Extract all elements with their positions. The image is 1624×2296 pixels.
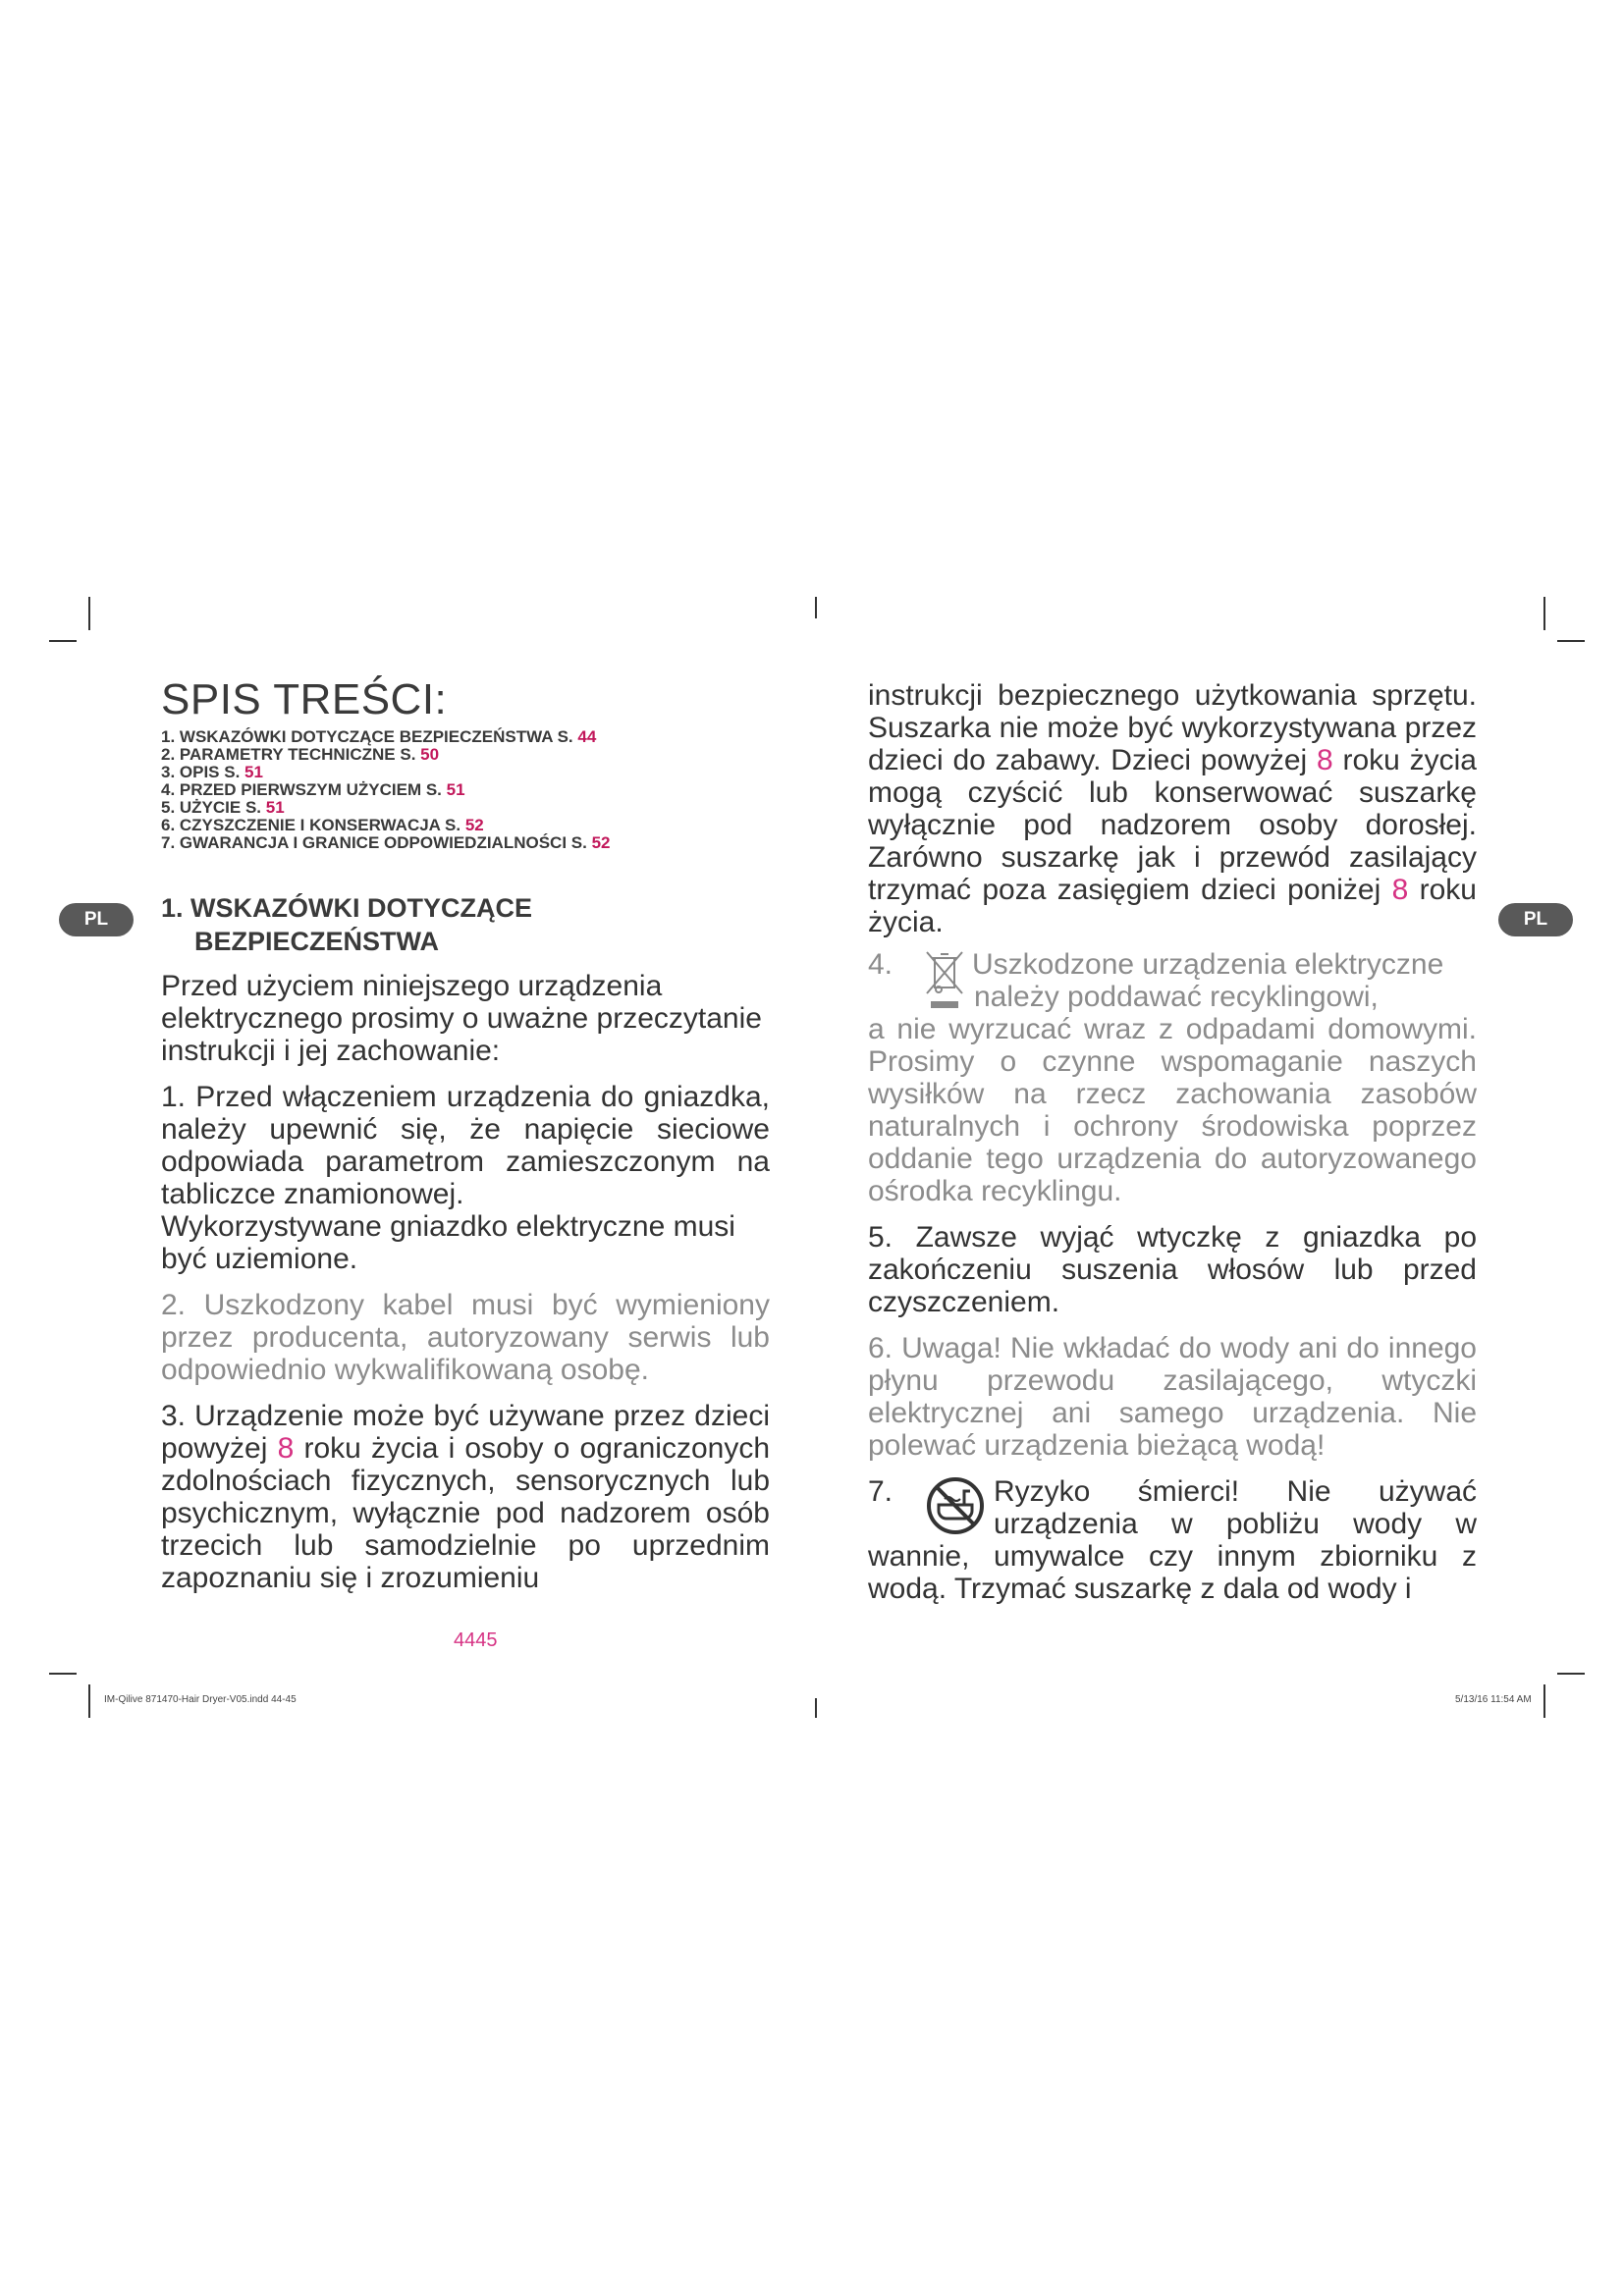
safety-item-5: 5. Zawsze wyjąć wtyczkę z gniazdka po zakończeniu suszenia włosów lub przed czyszczeniem. — [868, 1221, 1477, 1318]
intro-paragraph: Przed użyciem niniejszego urządzenia elektrycznego prosimy o uważne przeczytanie instrukcji i jej zachowanie: — [161, 970, 762, 1067]
crop-mark — [1557, 640, 1585, 642]
page-number: 4445 — [454, 1629, 498, 1651]
language-tab-right: PL — [1498, 903, 1573, 936]
toc-title: SPIS TREŚCI: — [161, 675, 448, 723]
safety-item-7: 7. Ryzyko śmierci! Nie używać urządzenia w pobliżu wody w wannie, umywalce czy innym zbiorniku z wodą. Trzymać suszarkę z dala od wody i — [868, 1475, 1477, 1605]
safety-item-2: 2. Uszkodzony kabel musi być wymieniony przez producenta, autoryzowany serwis lub odpowiednio wykwalifikowaną osobę. — [161, 1289, 770, 1386]
toc-item: 6. CZYSZCZENIE I KONSERWACJA S. 52 — [161, 816, 484, 834]
crop-mark — [49, 640, 77, 642]
safety-item-6: 6. Uwaga! Nie wkładać do wody ani do innego płynu przewodu zasilającego, wtyczki elektrycznej ani samego urządzenia. Nie polewać urządzenia bieżącą wodą! — [868, 1332, 1477, 1462]
crop-mark — [88, 597, 90, 630]
crop-mark — [1543, 597, 1545, 630]
safety-item-3-continued: instrukcji bezpiecznego użytkowania sprzętu. Suszarka nie może być wykorzystywana przez dzieci do zabawy. Dzieci powyżej 8 roku życia mogą czyścić lub konserwować suszarkę wyłącznie pod nadzorem osoby dorosłej. Zarówno suszarkę jak i przewód zasilający trzymać poza zasięgiem dzieci poniżej 8 roku życia. — [868, 679, 1477, 938]
crop-mark — [815, 1698, 817, 1718]
safety-item-1: 1. Przed włączeniem urządzenia do gniazdka, należy upewnić się, że napięcie sieciowe odpowiada parametrom zamieszczonym na tabliczce znamionowej. — [161, 1081, 770, 1210]
crop-mark — [88, 1684, 90, 1718]
toc-item: 2. PARAMETRY TECHNICZNE S. 50 — [161, 745, 440, 764]
no-water-bath-icon — [925, 1475, 986, 1536]
toc-item: 7. GWARANCJA I GRANICE ODPOWIEDZIALNOŚCI S. 52 — [161, 833, 611, 852]
crop-mark — [1543, 1684, 1545, 1718]
safety-item-4: 4. Uszkodzone urządzenia elektryczne należy poddawać recyklingowi, a nie wyrzucać wraz z odpadami domowymi. Prosimy o czynne wspomaganie naszych wysiłków na rzecz zachowania zasobów naturalnych i ochrony środowiska poprzez oddanie tego urządzenia do autoryzowanego ośrodka recyklingu. — [868, 948, 1477, 1207]
toc-item: 1. WSKAZÓWKI DOTYCZĄCE BEZPIECZEŃSTWA S. 44 — [161, 727, 597, 746]
safety-item-3: 3. Urządzenie może być używane przez dzieci powyżej 8 roku życia i osoby o ograniczonych zdolnościach fizycznych, sensorycznych lub psychicznym, wyłącznie pod nadzorem osób trzecich lub samodzielnie po uprzednim zapoznaniu się i zrozumieniu — [161, 1400, 771, 1594]
safety-item-1b: Wykorzystywane gniazdko elektryczne musi być uziemione. — [161, 1210, 735, 1275]
section-heading: 1. WSKAZÓWKI DOTYCZĄCE BEZPIECZEŃSTWA — [161, 893, 532, 956]
crop-mark — [49, 1673, 77, 1675]
left-column — [161, 891, 770, 1594]
right-column — [868, 679, 1477, 1605]
toc-item: 4. PRZED PIERWSZYM UŻYCIEM S. 51 — [161, 780, 465, 799]
crop-mark — [815, 597, 817, 618]
footer-timestamp: 5/13/16 11:54 AM — [1455, 1694, 1532, 1705]
toc-item: 3. OPIS S. 51 — [161, 763, 263, 781]
toc-item: 5. UŻYCIE S. 51 — [161, 798, 285, 817]
toc-list — [161, 728, 611, 852]
language-tab-left: PL — [59, 903, 134, 936]
crop-mark — [1557, 1673, 1585, 1675]
footer-filename: IM-Qilive 871470-Hair Dryer-V05.indd 44-45 — [104, 1694, 297, 1705]
weee-bin-icon — [923, 948, 966, 1011]
